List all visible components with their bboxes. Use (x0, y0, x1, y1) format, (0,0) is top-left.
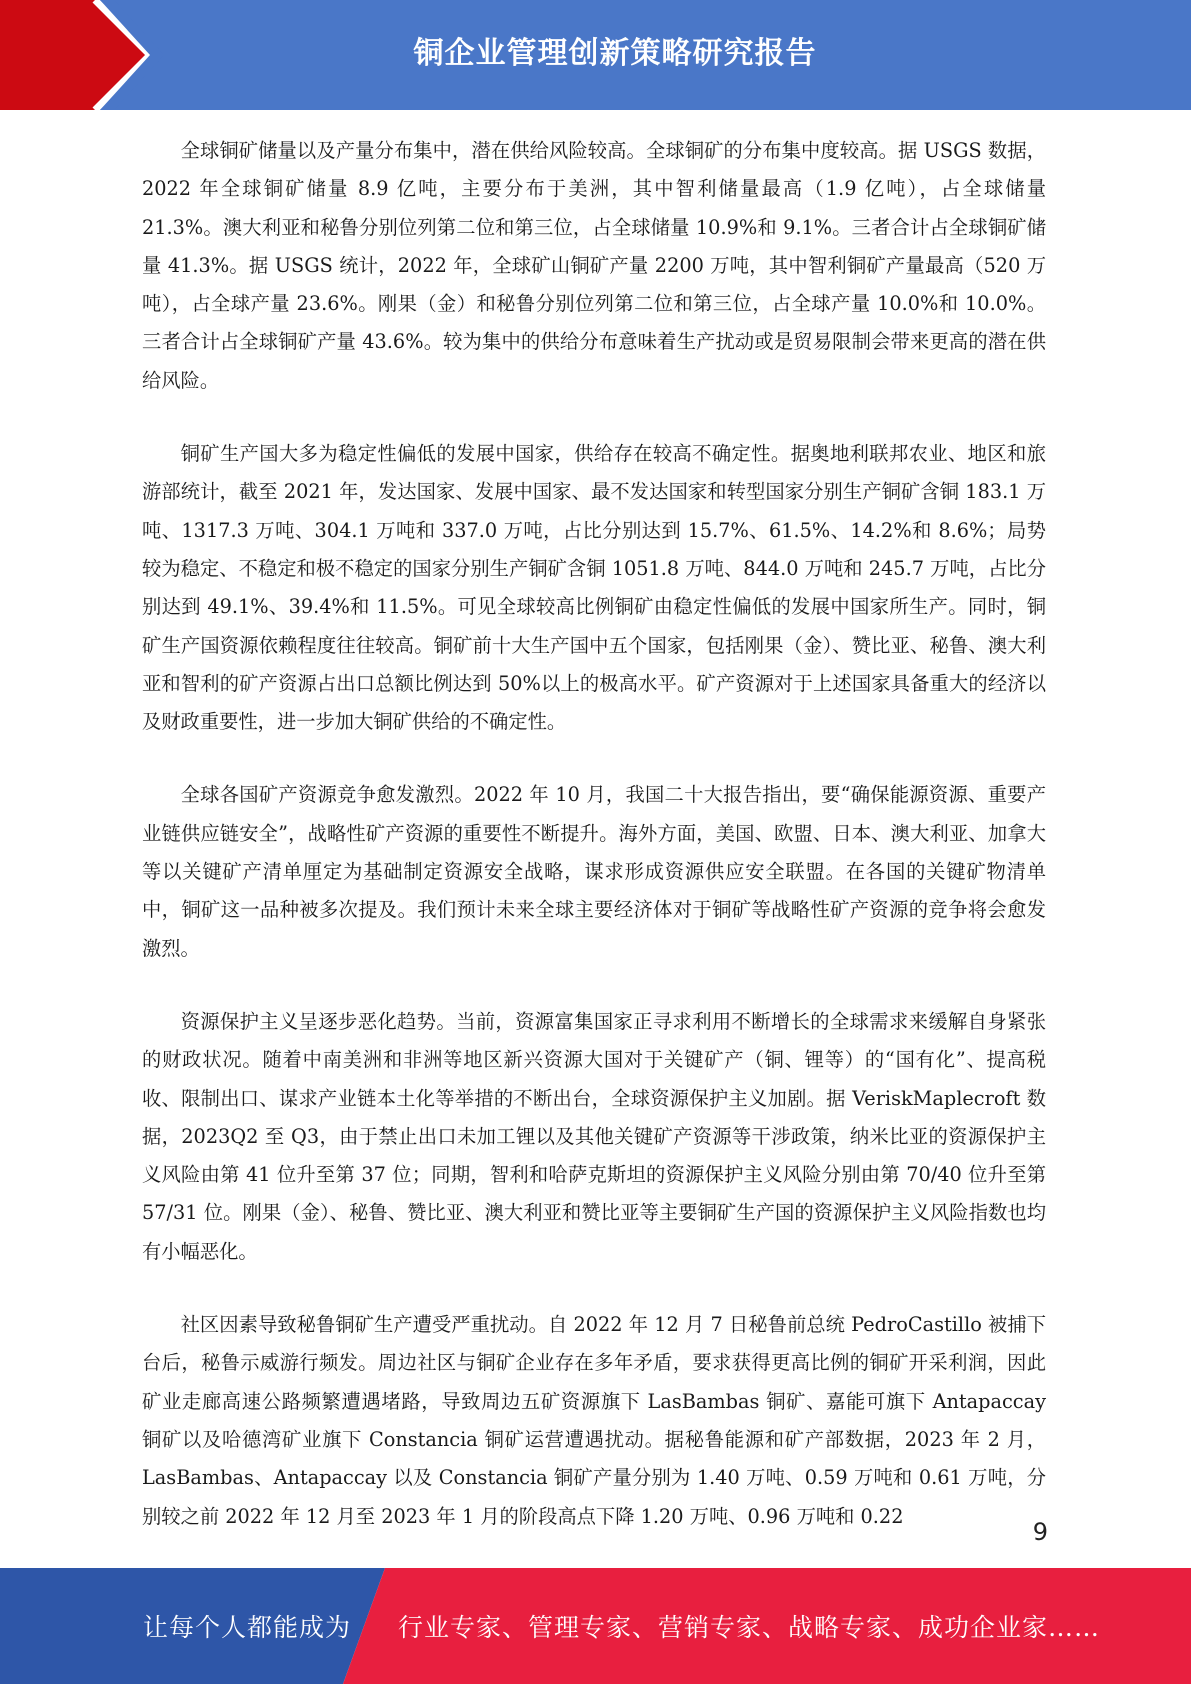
document-body (142, 132, 1046, 1571)
paragraph: 全球各国矿产资源竞争愈发激烈。2022 年 10 月，我国二十大报告指出，要“确保能源资源、重要产业链供应链安全”，战略性矿产资源的重要性不断提升。海外方面，美国、欧盟、日本、澳大利亚、加拿大等以关键矿产清单厘定为基础制定资源安全战略，谋求形成资源供应安全联盟。在各国的关键矿物清单中，铜矿这一品种被多次提及。我们预计未来全球主要经济体对于铜矿等战略性矿产资源的竞争将会愈发激烈。 (142, 783, 1046, 960)
paragraph: 资源保护主义呈逐步恶化趋势。当前，资源富集国家正寻求利用不断增长的全球需求来缓解自身紧张的财政状况。随着中南美洲和非洲等地区新兴资源大国对于关键矿产（铜、锂等）的“国有化”、提高税收、限制出口、谋求产业链本土化等举措的不断出台，全球资源保护主义加剧。据 VeriskMaplecroft 数据，2023Q2 至 Q3，由于禁止出口未加工锂以及其他关键矿产资源等干涉政策，纳米比亚的资源保护主义风险由第 41 位升至第 37 位；同期，智利和哈萨克斯坦的资源保护主义风险分别由第 70/40 位升至第 57/31 位。刚果（金）、秘鲁、赞比亚、澳大利亚和赞比亚等主要铜矿生产国的资源保护主义风险指数也均有小幅恶化。 (142, 1009, 1046, 1263)
page-footer (0, 1568, 1191, 1684)
footer-slogan-right: 行业专家、管理专家、营销专家、战略专家、成功企业家…… (398, 1613, 1101, 1642)
footer-slogan-left: 让每个人都能成为 (143, 1613, 352, 1642)
paragraph: 铜矿生产国大多为稳定性偏低的发展中国家，供给存在较高不确定性。据奥地利联邦农业、地区和旅游部统计，截至 2021 年，发达国家、发展中国家、最不发达国家和转型国家分别生产铜矿含铜 183.1 万吨、1317.3 万吨、304.1 万吨和 337.0 万吨，占比分别达到 15.7%、61.5%、14.2%和 8.6%；局势较为稳定、不稳定和极不稳定的国家分别生产铜矿含铜 1051.8 万吨、844.0 万吨和 245.7 万吨，占比分别达到 49.1%、39.4%和 11.5%。可见全球较高比例铜矿由稳定性偏低的发展中国家所生产。同时，铜矿生产国资源依赖程度往往较高。铜矿前十大生产国中五个国家，包括刚果（金）、赞比亚、秘鲁、澳大利亚和智利的矿产资源占出口总额比例达到 50%以上的极高水平。矿产资源对于上述国家具备重大的经济以及财政重要性，进一步加大铜矿供给的不确定性。 (142, 442, 1046, 734)
paragraph: 社区因素导致秘鲁铜矿生产遭受严重扰动。自 2022 年 12 月 7 日秘鲁前总统 PedroCastillo 被捕下台后，秘鲁示威游行频发。周边社区与铜矿企业存在多年矛盾，要求获得更高比例的铜矿开采利润，因此矿业走廊高速公路频繁遭遇堵路，导致周边五矿资源旗下 LasBambas 铜矿、嘉能可旗下 Antapaccay 铜矿以及哈德湾矿业旗下 Constancia 铜矿运营遭遇扰动。据秘鲁能源和矿产部数据，2023 年 2 月，LasBambas、Antapaccay 以及 Constancia 铜矿产量分别为 1.40 万吨、0.59 万吨和 0.61 万吨，分别较之前 2022 年 12 月至 2023 年 1 月的阶段高点下降 1.20 万吨、0.96 万吨和 0.22 (142, 1313, 1046, 1528)
page-header (0, 0, 1191, 110)
report-title: 铜企业管理创新策略研究报告 (413, 36, 817, 71)
paragraph: 全球铜矿储量以及产量分布集中，潜在供给风险较高。全球铜矿的分布集中度较高。据 USGS 数据，2022 年全球铜矿储量 8.9 亿吨，主要分布于美洲，其中智利储量最高（1.9 亿吨），占全球储量 21.3%。澳大利亚和秘鲁分别位列第二位和第三位，占全球储量 10.9%和 9.1%。三者合计占全球铜矿储量 41.3%。据 USGS 统计，2022 年，全球矿山铜矿产量 2200 万吨，其中智利铜矿产量最高（520 万吨），占全球产量 23.6%。刚果（金）和秘鲁分别位列第二位和第三位，占全球产量 10.0%和 10.0%。三者合计占全球铜矿产量 43.6%。较为集中的供给分布意味着生产扰动或是贸易限制会带来更高的潜在供给风险。 (142, 139, 1046, 392)
page-number: 9 (1032, 1518, 1048, 1546)
